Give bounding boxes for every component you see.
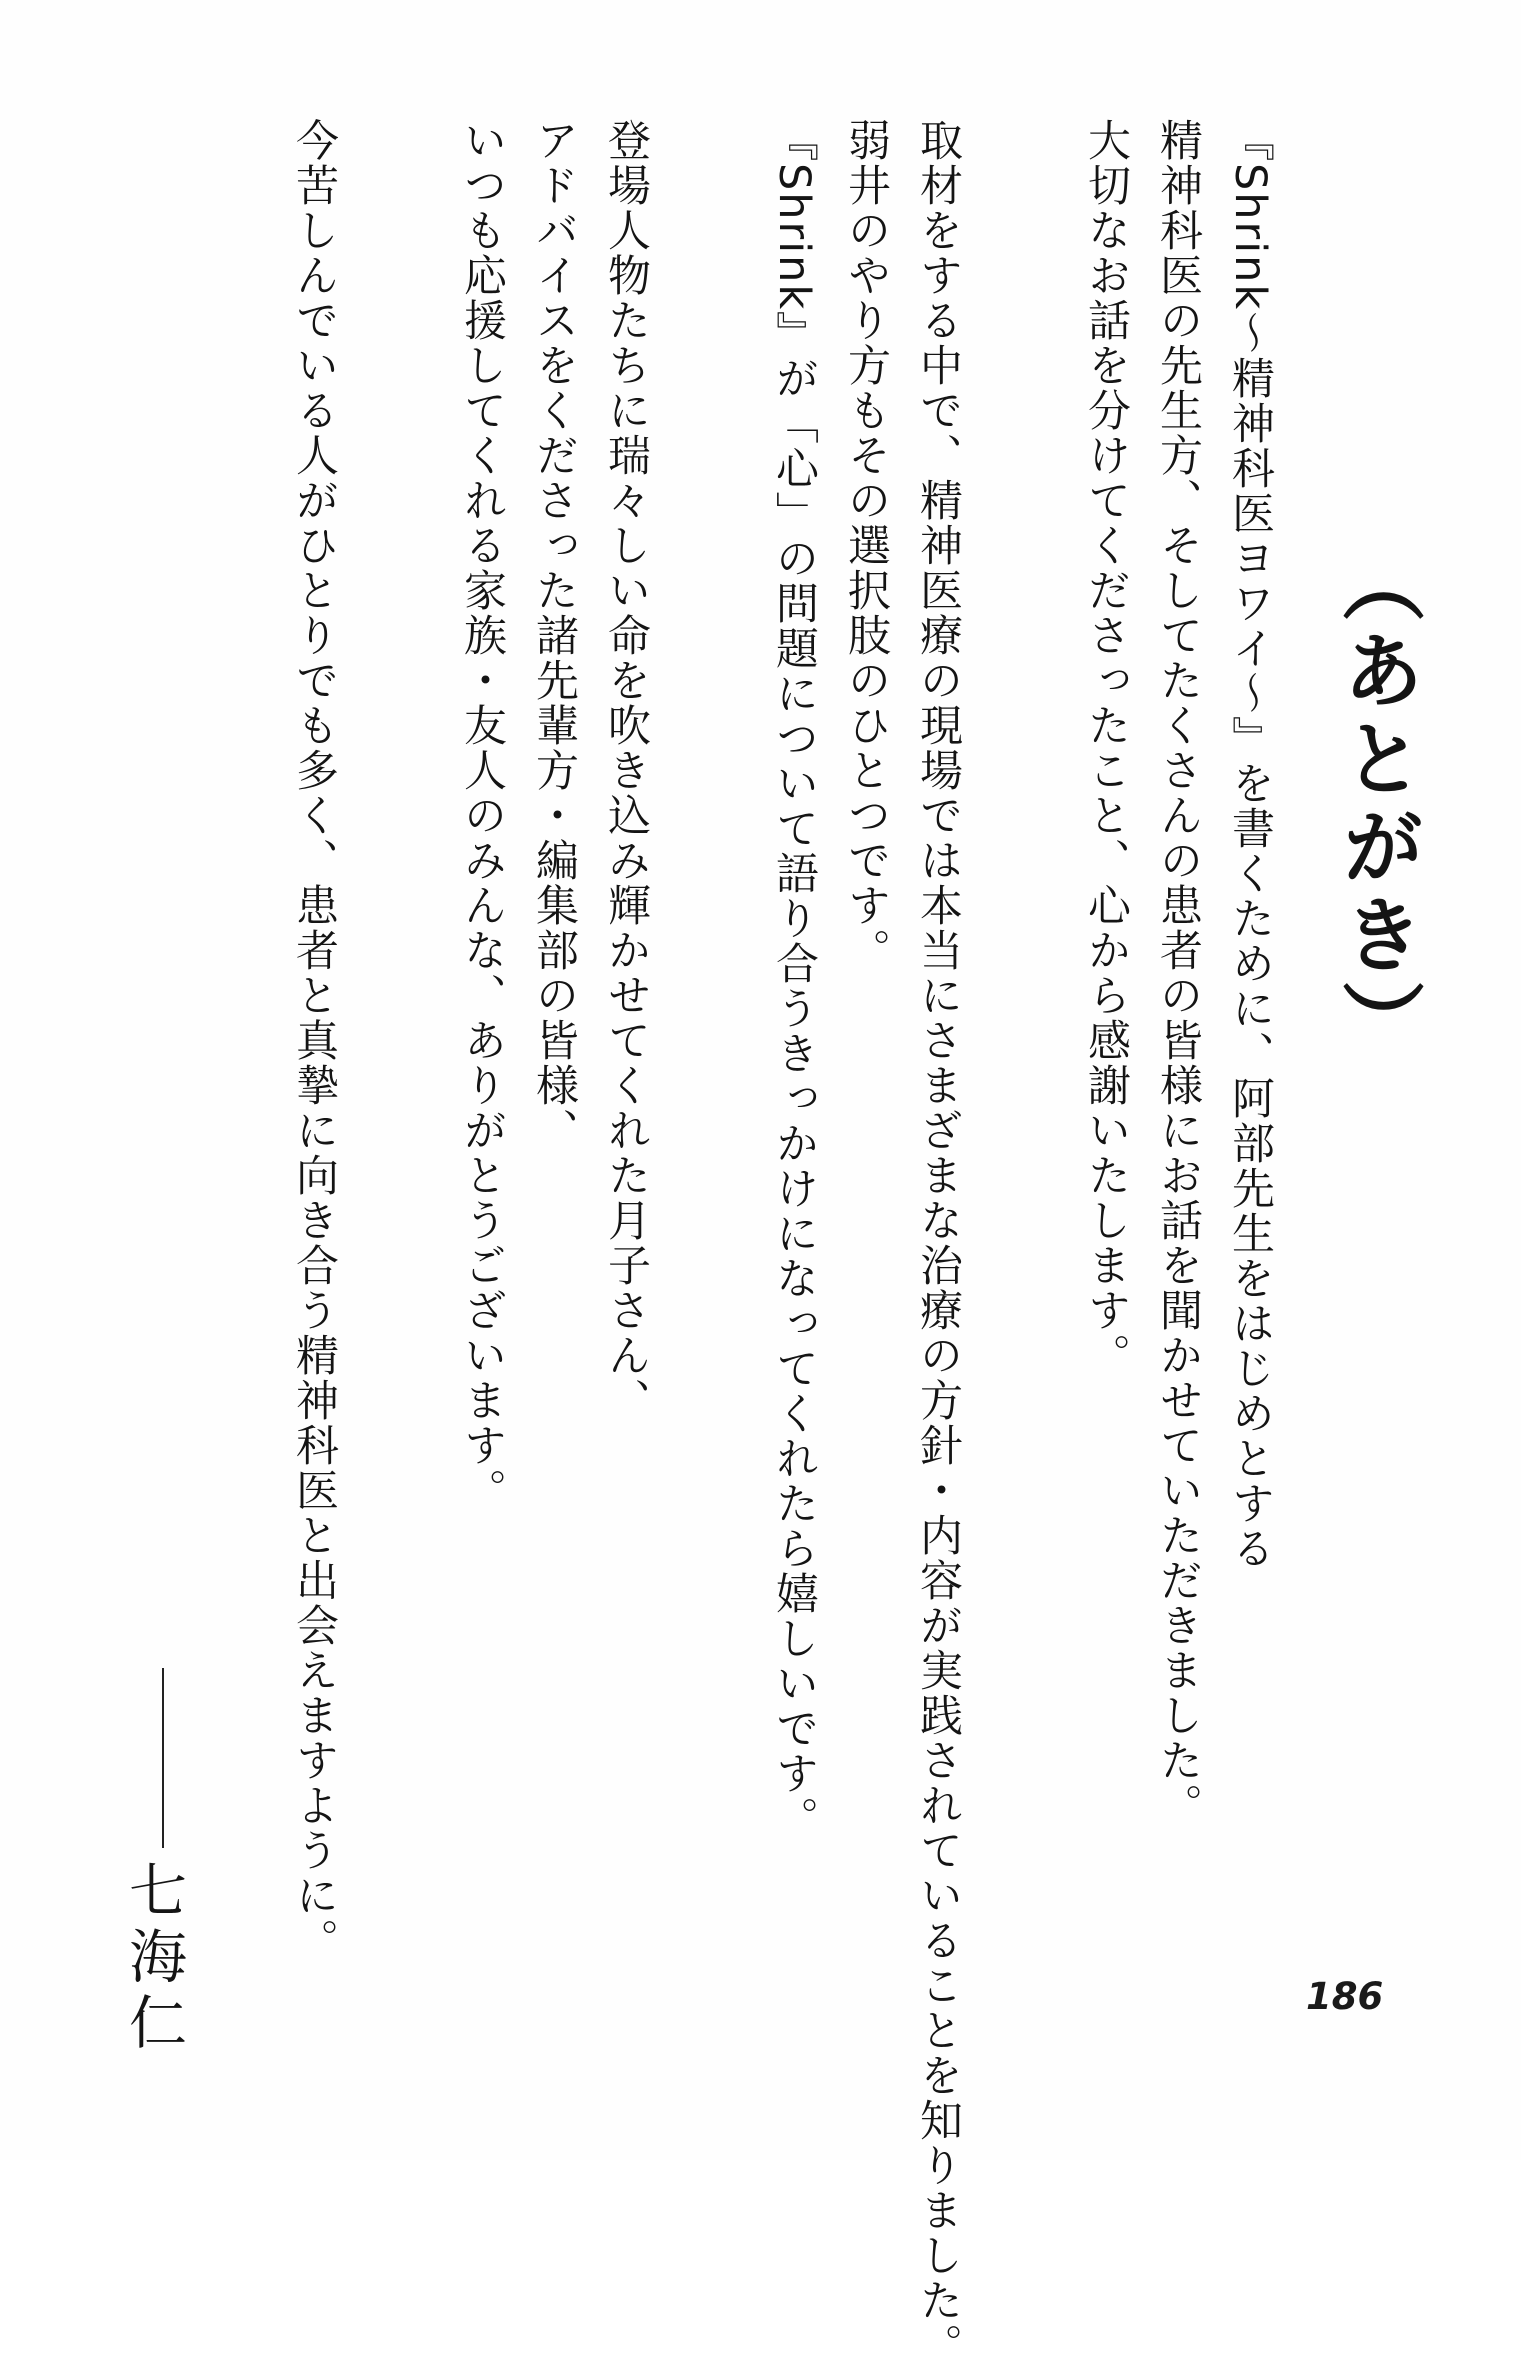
text-column: 精神科医の先生方、そしてたくさんの患者の皆様にお話を聞かせていただきました。: [1153, 118, 1203, 1828]
text-column: いつも応援してくれる家族・友人のみんな、ありがとうございます。: [457, 118, 507, 1513]
text-column: 『Shrink～精神科医ヨワイ～』を書くために、阿部先生をはじめとする: [1225, 118, 1275, 1572]
text-column: 弱井のやり方もその選択肢のひとつです。: [841, 118, 891, 973]
author-signature: [119, 1668, 204, 2058]
text-column: 登場人物たちに瑞々しい命を吹き込み輝かせてくれた月子さん、: [601, 118, 651, 1423]
text-column: アドバイスをくださった諸先輩方・編集部の皆様、: [529, 118, 579, 1153]
dash-line: [162, 1668, 164, 1848]
author-name: 七海仁: [119, 1860, 187, 2058]
text-column: 取材をする中で、精神医療の現場では本当にさまざまな治療の方針・内容が実践されていることを知りました。: [913, 118, 963, 2368]
text-column: 『Shrink』が「心」の問題について語り合うきっかけになってくれたら嬉しいです。: [769, 118, 819, 1842]
page-title: （あとがき）: [1329, 540, 1424, 1068]
text-column: 今苦しんでいる人がひとりでも多く、患者と真摯に向き合う精神科医と出会えますように。: [289, 118, 339, 1963]
text-column: 大切なお話を分けてくださったこと、心から感謝いたします。: [1081, 118, 1131, 1378]
page-number: 186: [1306, 1975, 1384, 2018]
